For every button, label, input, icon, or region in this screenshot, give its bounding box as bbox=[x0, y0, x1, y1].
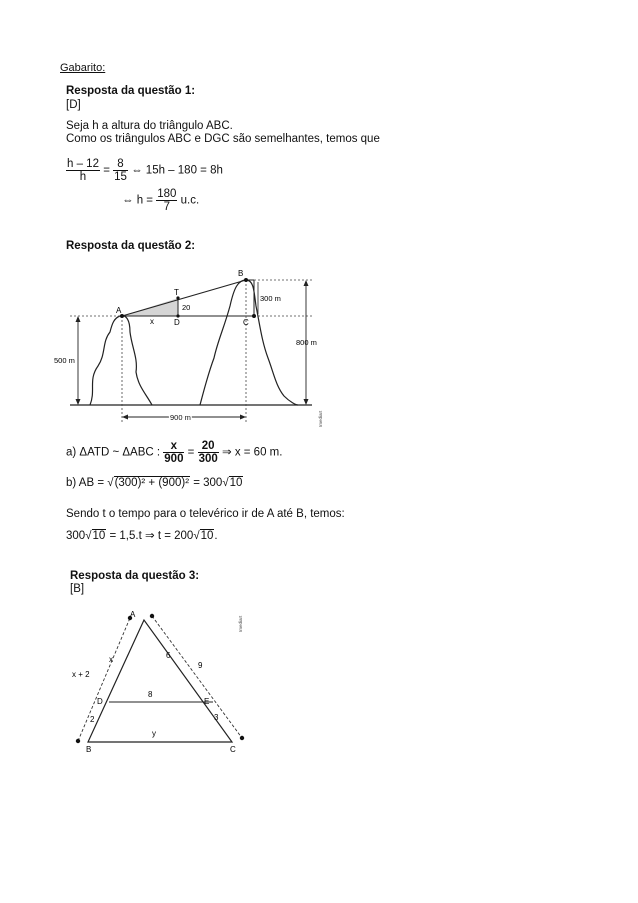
q2-mountain-figure bbox=[50, 262, 340, 432]
q2-a-f2n: 20 bbox=[198, 440, 219, 453]
q3-label-E: E bbox=[204, 697, 210, 706]
q2-d-p2: = 1,5.t ⇒ t = 200 bbox=[109, 530, 194, 542]
q3-label-6: 6 bbox=[166, 651, 171, 660]
q3-figure-credit: Imediart bbox=[238, 615, 243, 632]
gabarito-heading: Gabarito: bbox=[60, 62, 106, 74]
q3-label-C: C bbox=[230, 745, 236, 754]
q2-d-p1: 300 bbox=[66, 530, 86, 542]
q2-label-D: D bbox=[174, 318, 180, 327]
q1-eq2-num: 180 bbox=[157, 188, 177, 200]
q2-b-radicand: (300)² + (900)² bbox=[114, 477, 190, 489]
q1-eq2-lead: ⇔ h = bbox=[122, 194, 154, 207]
q2-part-a bbox=[66, 440, 282, 465]
q2-part-d: 300√10 = 1,5.t ⇒ t = 200√10. bbox=[66, 530, 218, 542]
q1-frac1-num: h – 12 bbox=[67, 158, 99, 170]
q2-a-eq: = bbox=[187, 446, 195, 459]
q3-title: Resposta da questão 3: bbox=[70, 570, 200, 582]
q2-label-300m: 300 m bbox=[260, 294, 281, 303]
q2-a-rest: ⇒ x = 60 m. bbox=[221, 446, 283, 459]
q2-label-500m: 500 m bbox=[54, 356, 75, 365]
q2-b-root: 10 bbox=[229, 477, 243, 489]
q3-label-x: x bbox=[109, 655, 113, 664]
q2-label-20: 20 bbox=[182, 303, 191, 312]
q1-eq1-rest: ⇔ 15h – 180 = 8h bbox=[131, 164, 223, 177]
q3-label-B: B bbox=[86, 745, 92, 754]
q2-a-f2d: 300 bbox=[198, 453, 218, 465]
q2-part-c: Sendo t o tempo para o televérico ir de A até B, temos: bbox=[66, 508, 345, 520]
q1-eq2-unit: u.c. bbox=[180, 194, 200, 207]
q2-a-lead: a) ΔATD ~ ΔABC : bbox=[66, 446, 161, 459]
q1-frac2-num: 8 bbox=[113, 158, 128, 171]
q3-label-D: D bbox=[97, 697, 103, 706]
q3-label-x-plus-2: x + 2 bbox=[72, 670, 90, 679]
q1-title: Resposta da questão 1: bbox=[66, 85, 196, 97]
q2-label-800m: 800 m bbox=[296, 338, 317, 347]
q2-figure-credit: Imediart bbox=[318, 410, 323, 427]
q2-part-b: b) AB = √(300)² + (900)² = 300√10 bbox=[66, 477, 243, 489]
q3-answer: [B] bbox=[70, 583, 85, 595]
q2-b-lead: b) AB = bbox=[66, 477, 105, 489]
q2-a-f1n: x bbox=[163, 440, 184, 453]
q3-label-A: A bbox=[130, 610, 136, 619]
q1-eq-sign: = bbox=[103, 164, 110, 177]
q1-line2: Como os triângulos ABC e DGC são semelhantes, temos que bbox=[66, 133, 380, 145]
q2-label-T: T bbox=[174, 288, 179, 297]
q1-equation-1 bbox=[66, 158, 223, 183]
q1-equation-2 bbox=[122, 188, 199, 213]
q2-label-x: x bbox=[150, 317, 154, 326]
q3-label-9: 9 bbox=[198, 661, 203, 670]
q1-eq2-den: 7 bbox=[163, 201, 171, 213]
q3-label-y: y bbox=[152, 729, 156, 738]
q2-label-A: A bbox=[116, 306, 122, 315]
q1-frac1-den: h bbox=[79, 171, 87, 183]
q3-label-3: 3 bbox=[214, 713, 219, 722]
q1-answer: [D] bbox=[66, 99, 81, 111]
q2-title: Resposta da questão 2: bbox=[66, 240, 196, 252]
q3-label-2: 2 bbox=[90, 715, 95, 724]
q1-line1: Seja h a altura do triângulo ABC. bbox=[66, 120, 233, 132]
q2-label-C: C bbox=[243, 318, 249, 327]
q2-label-B: B bbox=[238, 269, 244, 278]
q3-triangle-figure bbox=[64, 600, 264, 765]
q1-frac2-den: 15 bbox=[114, 171, 127, 183]
q2-d-r2: 10 bbox=[200, 530, 214, 542]
q3-label-8: 8 bbox=[148, 690, 153, 699]
q2-a-f1d: 900 bbox=[164, 453, 184, 465]
q2-label-900m: 900 m bbox=[170, 413, 191, 422]
q2-b-rest: = 300 bbox=[193, 477, 223, 489]
q2-d-r1: 10 bbox=[92, 530, 106, 542]
q2-d-p3: . bbox=[214, 530, 218, 542]
